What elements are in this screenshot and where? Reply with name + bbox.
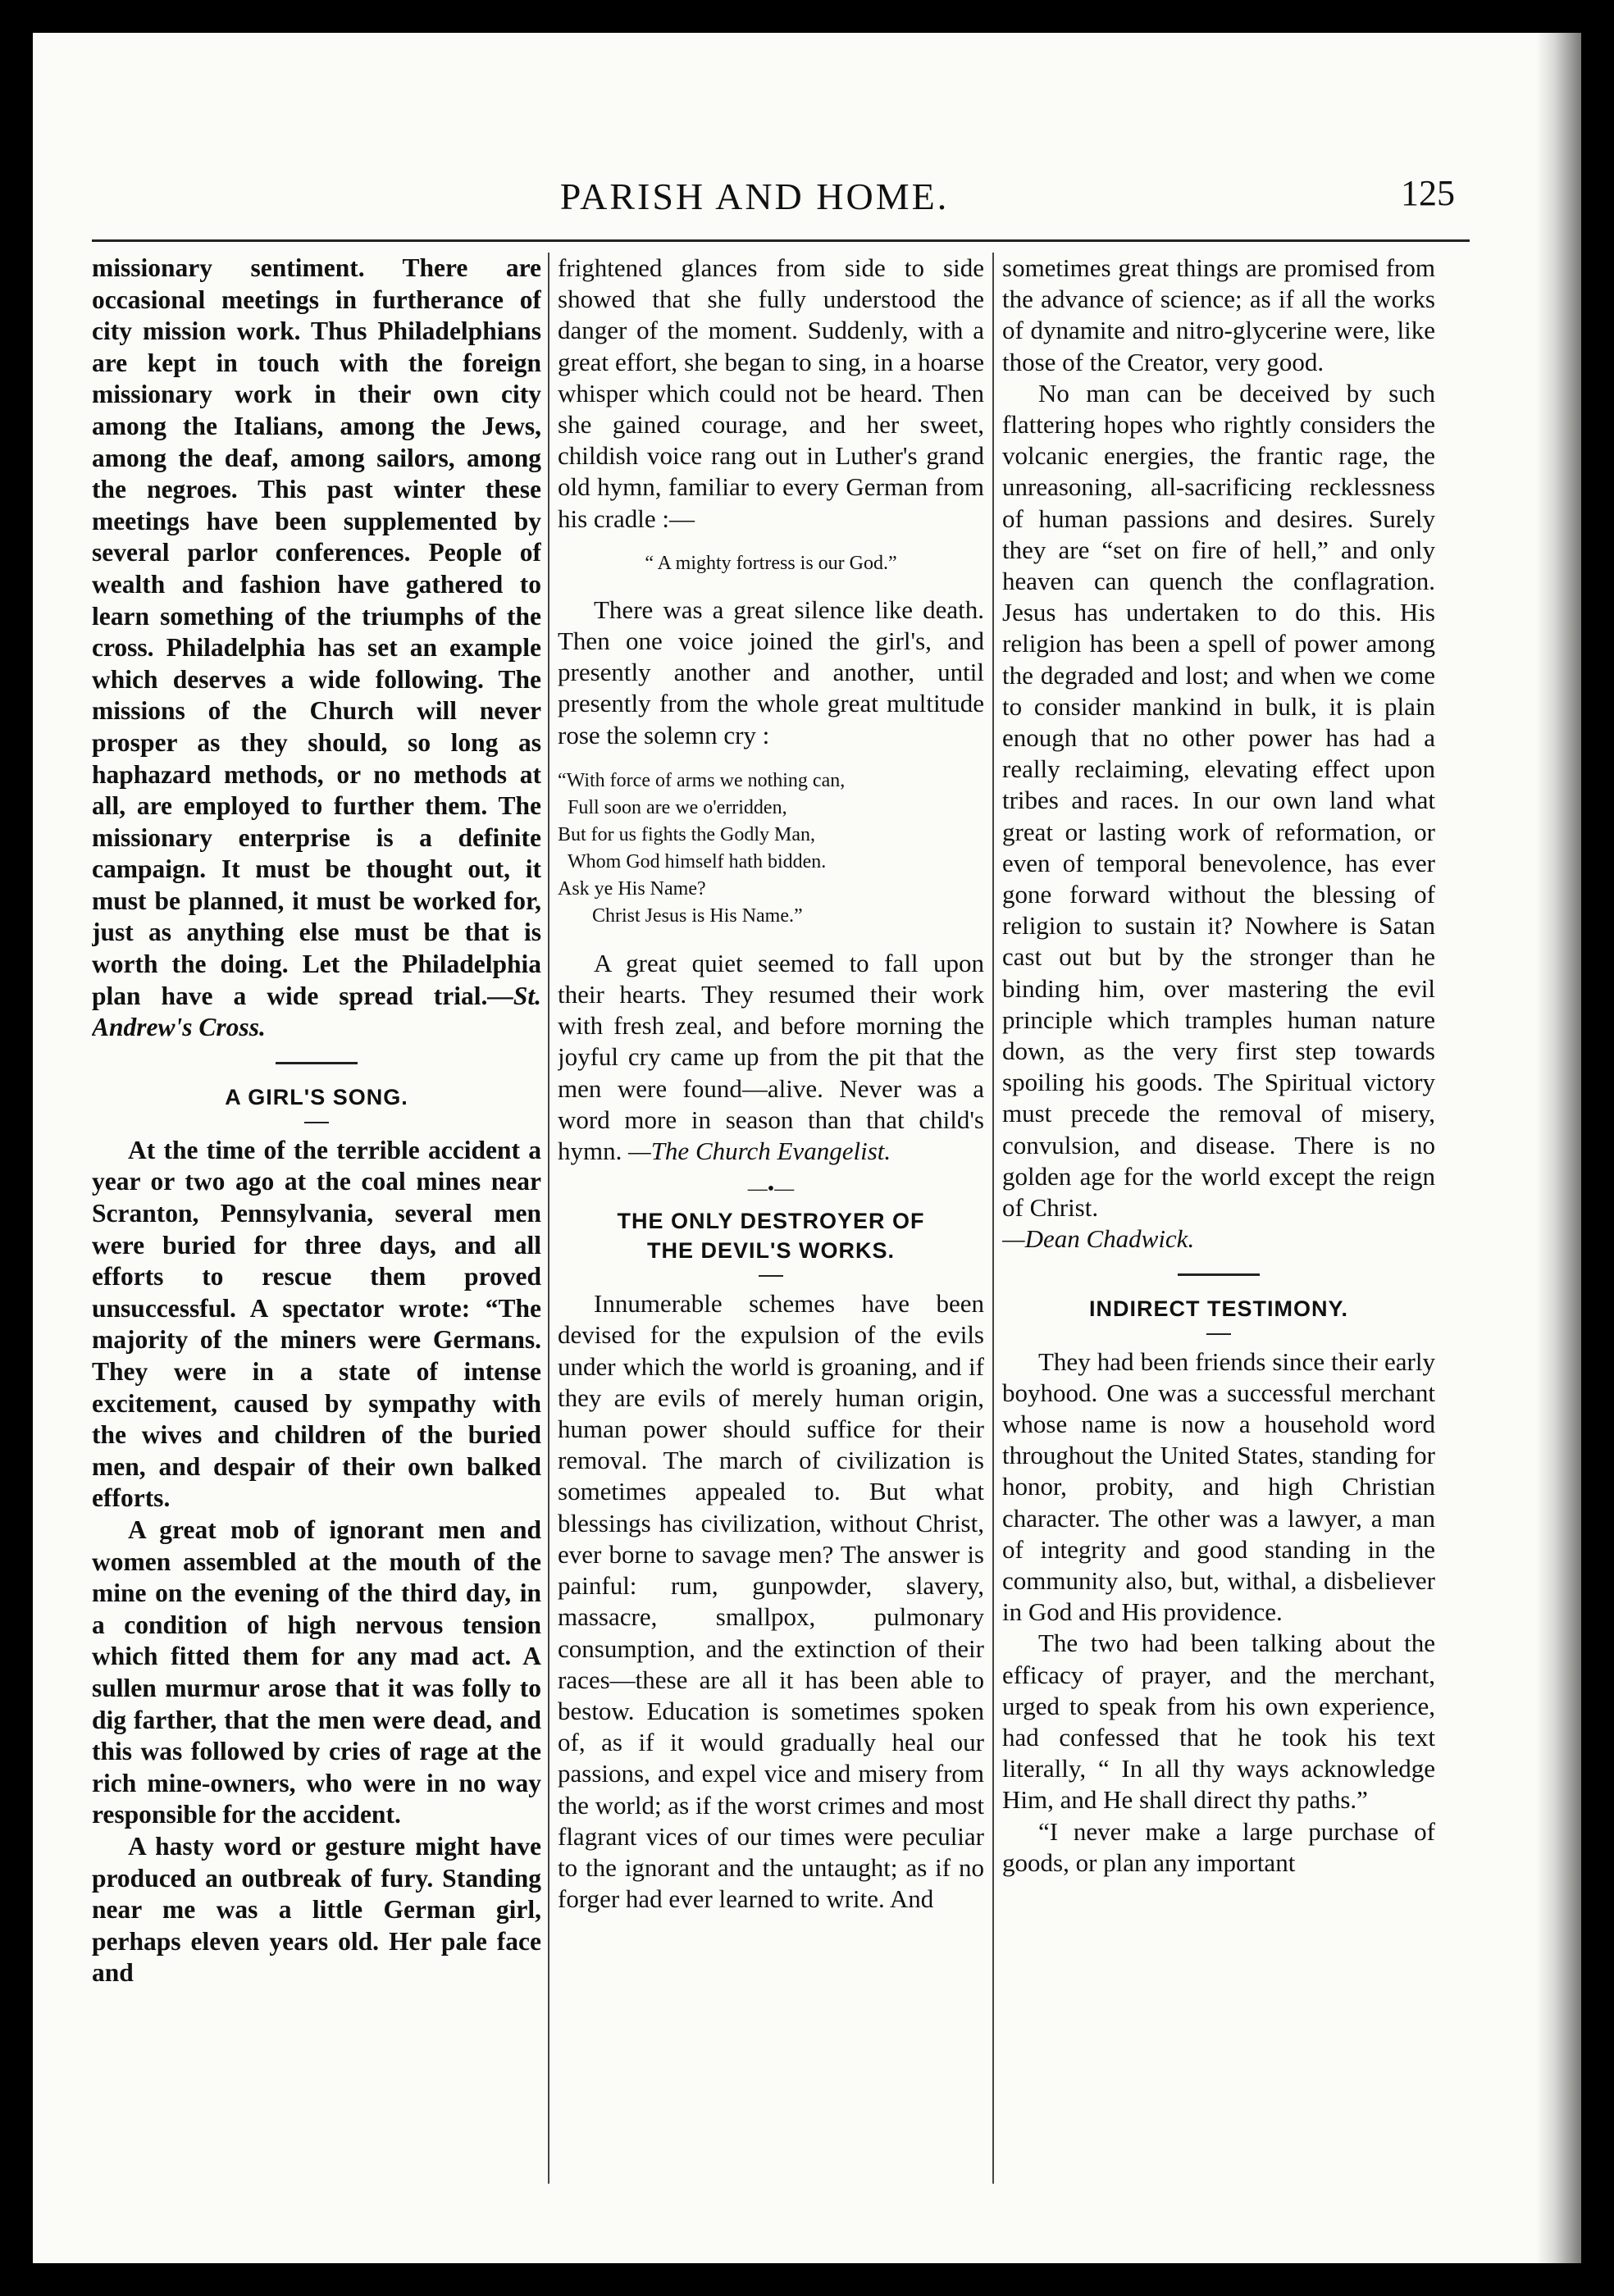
verse-line: But for us fights the Godly Man, [558, 823, 815, 845]
section-heading-line: THE DEVIL'S WORKS. [647, 1238, 895, 1264]
verse-line: Christ Jesus is His Name.” [592, 904, 803, 927]
section-heading: A GIRL'S SONG. [225, 1084, 408, 1109]
source-attribution: —The Church Evangelist. [628, 1137, 891, 1166]
body-paragraph: No man can be deceived by such flattering hopes who rightly considers the volcanic energies, the frantic rage, the unreasoning, all-sacrificing recklessness of human passions and desires. Surely they are “set on fire of hell,” and only heaven can quench the conflagration. Jesus has undertaken to do this. His religion has been a spell of power among the degraded and lost; and when we come to consider mankind in bulk, it is plain enough that no other power has had a really reclaiming, elevating effect upon tribes and races. In our own land what great or lasting work of reformation, or even of temporal benevolence, has ever gone forward without the blessing of religion to sustain it? Nowhere is Satan cast out but by the stronger than he binding him, over mastering the evil principle which tramples human nature down, as the very first step towards spoiling his goods. The Spiritual victory must precede the removal of misery, convulsion, and disease. There is no golden age for the world except the reign of Christ. [1002, 378, 1435, 1223]
column-divider [548, 253, 549, 2184]
body-paragraph: A great mob of ignorant men and women assembled at the mouth of the mine on the evening of the third day, in a condition of high nervous tension which fitted them for any mad act. A sullen murmur arose that it was folly to dig farther, that the men were dead, and this was followed by cries of rage at the rich mine-owners, who were in no way responsible for the accident. [92, 1515, 541, 1829]
section-heading: INDIRECT TESTIMONY. [1088, 1296, 1348, 1321]
column-3 [1002, 253, 1435, 2196]
verse-line: Full soon are we o'erridden, [568, 796, 787, 818]
heading-dash [759, 1275, 783, 1277]
body-paragraph: missionary sentiment. There are occasional meetings in furtherance of city mission work. Thus Philadelphians are kept in touch with the foreign missionary work in their own city among the Italians, among the Jews, among the deaf, among sailors, among the negroes. This past winter these meetings have been supplemented by several parlor conferences. People of wealth and fashion have gathered to learn something of the triumphs of the cross. Philadelphia has set an example which deserves a wide following. The missions of the Church will never prosper as they should, so long as haphazard methods, or no methods at all, are employed to further them. The missionary enterprise is a definite campaign. It must be thought out, it must be planned, it must be worked for, just as anything else must be that is worth the doing. Let the Philadelphia plan have a wide spread trial.—St. Andrew's Cross. [92, 253, 541, 1042]
page-scan [33, 33, 1581, 2263]
hymn-verse [558, 768, 984, 930]
section-rule [1178, 1273, 1260, 1276]
body-paragraph: They had been friends since their early boyhood. One was a successful merchant whose name is now a household word throughout the United States, standing for honor, probity, and high Christian character. The other was a lawyer, a man of integrity and good standing in the community also, but, withal, a disbeliever in God and His providence. [1002, 1346, 1435, 1627]
body-paragraph: The two had been talking about the efficacy of prayer, and the merchant, urged to speak from his own experience, had confessed that he took his text literally, “ In all thy ways acknowledge Him, and He shall direct thy paths.” [1002, 1629, 1435, 1815]
header-rule [92, 239, 1470, 242]
body-paragraph: Innumerable schemes have been devised for the expulsion of the evils under which the world is groaning, and if they are evils of merely human origin, human power should suffice for their removal. The march of civilization is sometimes appealed to. But what blessings has civilization, without Christ, ever borne to savage men? The answer is painful: rum, gunpowder, slavery, massacre, smallpox, pulmonary consumption, and the extinction of their races—these are all it has been able to bestow. Education is sometimes spoken of, as if it would gradually heal our passions, and expel vice and misery from the world; as if the worst crimes and most flagrant vices of our times were peculiar to the ignorant and the untaught; as if no forger had ever learned to write. And [558, 1289, 984, 1914]
running-title: PARISH AND HOME. [559, 175, 950, 217]
verse-line: Whom God himself hath bidden. [568, 850, 827, 872]
source-attribution: —St. Andrew's Cross. [92, 981, 541, 1042]
section-ornament: —•— [747, 1178, 795, 1200]
page-edge-shadow [1536, 33, 1581, 2263]
hymn-quote: “ A mighty fortress is our God.” [645, 552, 897, 574]
heading-dash [304, 1122, 329, 1123]
body-paragraph: frightened glances from side to side showed that she fully understood the danger of the moment. Suddenly, with a great effort, she began to sing, in a hoarse whisper which could not be heard. Then she gained courage, and her sweet, childish voice rang out in Luther's grand old hymn, familiar to every German from his cradle :— [558, 253, 984, 533]
body-paragraph: A great quiet seemed to fall upon their hearts. They resumed their work with fresh zeal, and before morning the joyful cry came up from the pit that the men were found—alive. Never was a word more in season than that child's hymn. —The Church Evangelist. [558, 948, 984, 1166]
verse-line: “With force of arms we nothing can, [558, 769, 846, 791]
column-1 [92, 253, 541, 2196]
source-attribution: —Dean Chadwick. [1002, 1224, 1195, 1254]
column-2 [558, 253, 984, 2196]
column-divider [992, 253, 994, 2184]
body-paragraph: There was a great silence like death. Then one voice joined the girl's, and presently another and another, until presently from the whole great multitude rose the solemn cry : [558, 594, 984, 749]
body-paragraph: “I never make a large purchase of goods, or plan any important [1002, 1816, 1435, 1877]
page-number: 125 [1401, 173, 1455, 213]
section-heading-line: THE ONLY DESTROYER OF [617, 1209, 925, 1234]
body-paragraph: A hasty word or gesture might have produced an outbreak of fury. Standing near me was a little German girl, perhaps eleven years old. Her pale face and [92, 1831, 541, 1988]
verse-line: Ask ye His Name? [558, 877, 706, 900]
heading-dash [1206, 1333, 1231, 1335]
body-paragraph: At the time of the terrible accident a year or two ago at the coal mines near Scranton, Pennsylvania, several men were buried for three days, and all efforts to rescue them proved unsuccessful. A spectator wrote: “The majority of the miners were Germans. They were in a state of intense excitement, caused by sympathy with the wives and children of the buried men, and despair of their own balked efforts. [92, 1135, 541, 1513]
section-rule [276, 1062, 358, 1064]
body-paragraph: sometimes great things are promised from the advance of science; as if all the works of dynamite and nitro-glycerine were, like those of the Creator, very good. [1002, 253, 1435, 376]
